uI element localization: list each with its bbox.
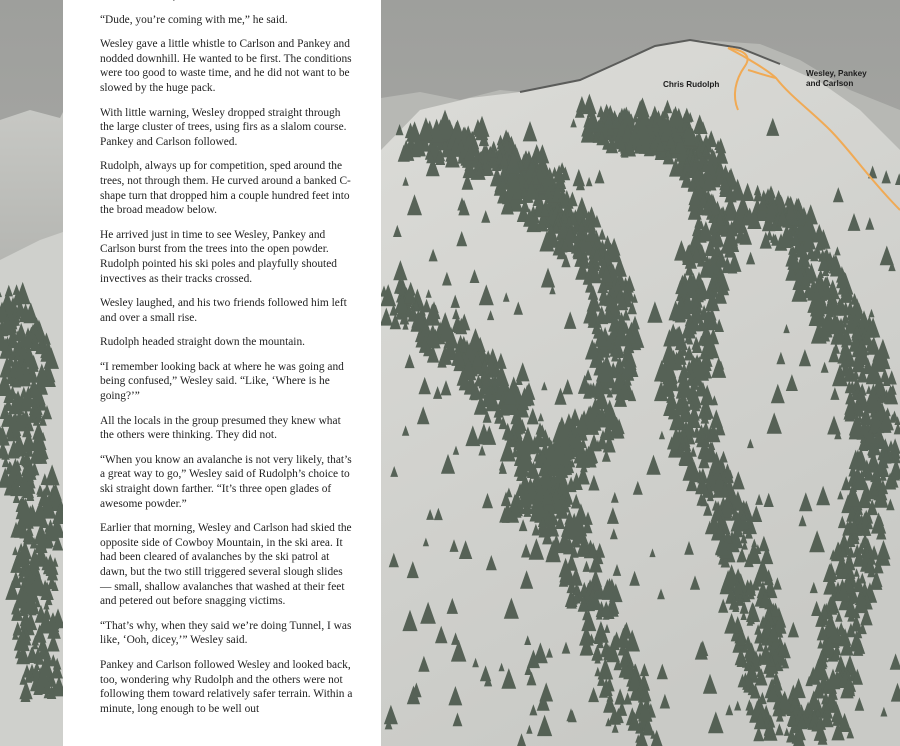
paragraph: “That’s why, when they said we’re doing Tunnel, I was like, ‘Ooh, dicey,’” Wesley said. [100,619,352,647]
paragraph: Pankey and Carlson followed Wesley and looked back, too, wondering why Rudolph and the others were not following them toward relatively safer terrain. Within a minute, long enough to be well out [100,658,353,715]
paragraph: Rudolph headed straight down the mountain. [100,336,305,349]
article-text [100,0,355,726]
map-label-wesley-pankey-carlson [806,69,867,88]
paragraph: He arrived just in time to see Wesley, Pankey and Carlson burst from the trees into the open powder. Rudolph pointed his ski poles and playfully shouted invectives as their tracks crossed. [100,228,337,285]
paragraph: With little warning, Wesley dropped straight through the large cluster of trees, using firs as a slalom course. Pankey and Carlson followed. [100,106,347,148]
paragraph: Earlier that morning, Wesley and Carlson had skied the opposite side of Cowboy Mountain, in the ski area. It had been cleared of avalanches by the ski patrol at dawn, but the two still triggered several slough slides — small, shallow avalanches that washed at their feet and petered out before snagging victims. [100,522,352,608]
paragraph: Rudolph, always up for competition, sped around the trees, not through them. He curved around a banked C-shape turn that dropped him a couple hundred feet into the broad meadow below. [100,160,351,217]
paragraph: Wesley laughed, and his two friends followed him left and over a small rise. [100,297,347,324]
map-label-text: Chris Rudolph [663,80,720,89]
paragraph: “When you know an avalanche is not very likely, that’s a great way to go,” Wesley said of Rudolph’s choice to ski straight down farther. “It’s three open glades of awesome powder.” [100,453,352,510]
map-label-text: Wesley, Pankey [806,69,867,78]
paragraph: “Dude, you’re coming with me,” he said. [100,13,288,26]
article-column [63,0,381,746]
paragraph: All the locals in the group presumed they knew what the others were thinking. They did not. [100,414,341,442]
paragraph [100,0,355,3]
paragraph: Wesley gave a little whistle to Carlson and Pankey and nodded downhill. He wanted to be first. The conditions were too good to waste time, and he did not want to be slowed by the huge pack. [100,38,352,94]
paragraph: “I remember looking back at where he was going and being confused,” Wesley said. “Like, ‘Where is he going?’” [100,360,344,403]
map-label-chris-rudolph [663,80,719,90]
map-label-text: and Carlson [806,78,854,88]
